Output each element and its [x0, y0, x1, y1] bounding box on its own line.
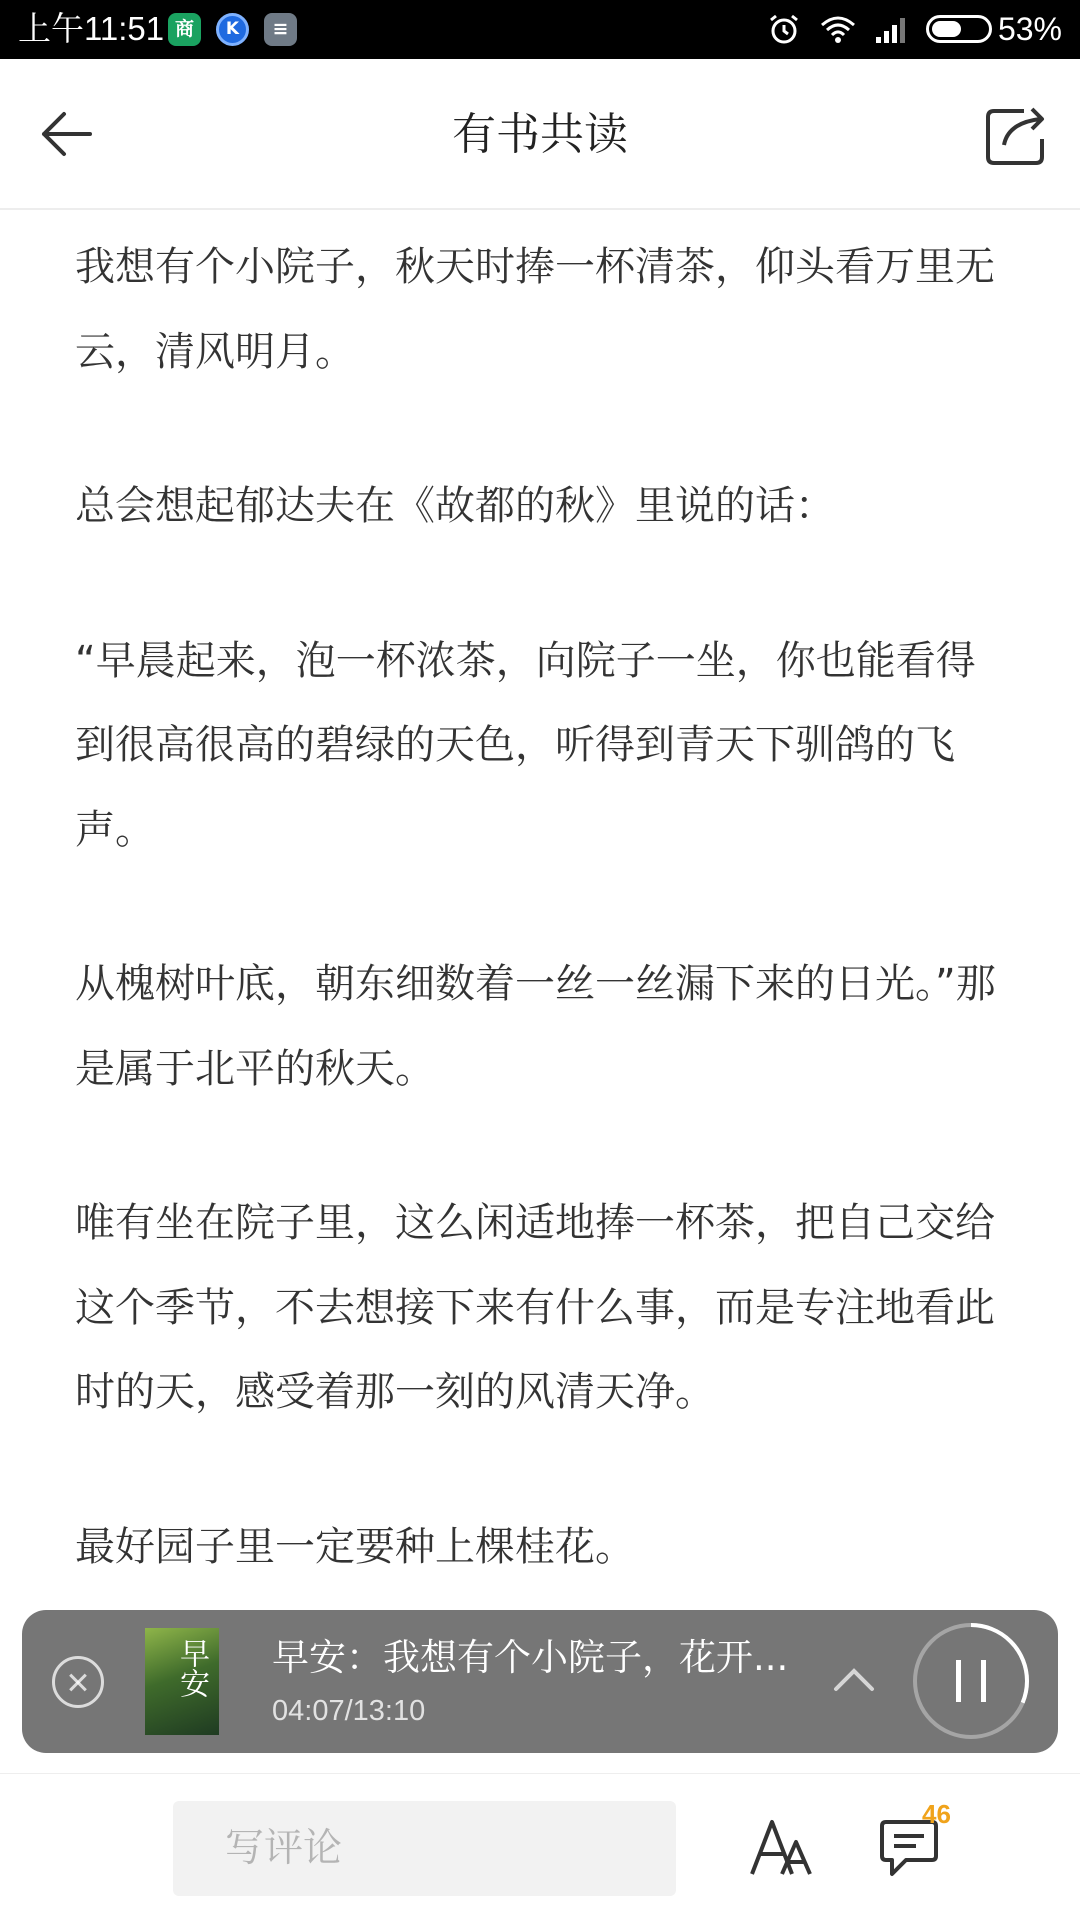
close-circle-icon[interactable] [52, 1656, 104, 1708]
message-app-icon: ≡ [264, 13, 297, 46]
battery-icon [926, 15, 992, 43]
pause-button[interactable] [910, 1620, 1032, 1742]
comment-input[interactable] [173, 1801, 676, 1896]
audio-player-bar[interactable] [22, 1610, 1058, 1753]
article-body [75, 225, 1010, 1589]
article-paragraph: 总会想起郁达夫在《故都的秋》里说的话： [75, 483, 835, 529]
battery-percent: 53% [997, 11, 1062, 47]
article-paragraph: 从槐树叶底，朝东细数着一丝一丝漏下来的日光。”那是属于北平的秋天。 [75, 961, 996, 1092]
player-track-title[interactable]: 早安：我想有个小院子，花开... [272, 1636, 789, 1679]
alarm-icon [764, 13, 804, 45]
k-app-icon: K [216, 13, 249, 46]
album-cover[interactable] [145, 1628, 219, 1735]
mall-app-icon: 商 [168, 13, 201, 46]
chevron-up-icon[interactable] [832, 1665, 876, 1695]
article-paragraph: 我想有个小院子，秋天时捧一杯清茶，仰头看万里无云，清风明月。 [75, 244, 995, 375]
status-time: 上午11:51 [18, 10, 165, 47]
article-paragraph: 唯有坐在院子里，这么闲适地捧一杯茶，把自己交给这个季节，不去想接下来有什么事，而是专注地看此时的天，感受着那一刻的风清天净。 [75, 1200, 995, 1415]
player-time: 04:07/13:10 [272, 1695, 426, 1727]
font-size-icon[interactable] [748, 1814, 814, 1880]
battery-indicator [926, 8, 1062, 50]
signal-icon [872, 13, 912, 45]
bottom-toolbar [0, 1773, 1080, 1920]
cover-text: 早安 [174, 1638, 209, 1698]
comment-box[interactable] [173, 1801, 676, 1896]
share-icon[interactable] [984, 103, 1050, 167]
comment-count-badge: 46 [922, 1799, 951, 1829]
article-paragraph: 最好园子里一定要种上棵桂花。 [75, 1523, 635, 1570]
battery-level-fill [932, 21, 961, 37]
status-bar [0, 0, 1080, 59]
app-header [0, 59, 1080, 210]
wifi-icon [818, 13, 858, 45]
pause-icon [956, 1660, 986, 1702]
article-paragraph: “早晨起来，泡一杯浓茶，向院子一坐，你也能看得到很高很高的碧绿的天色，听得到青天下驯鸽的飞声。 [75, 637, 976, 853]
page-title: 有书共读 [452, 109, 628, 160]
